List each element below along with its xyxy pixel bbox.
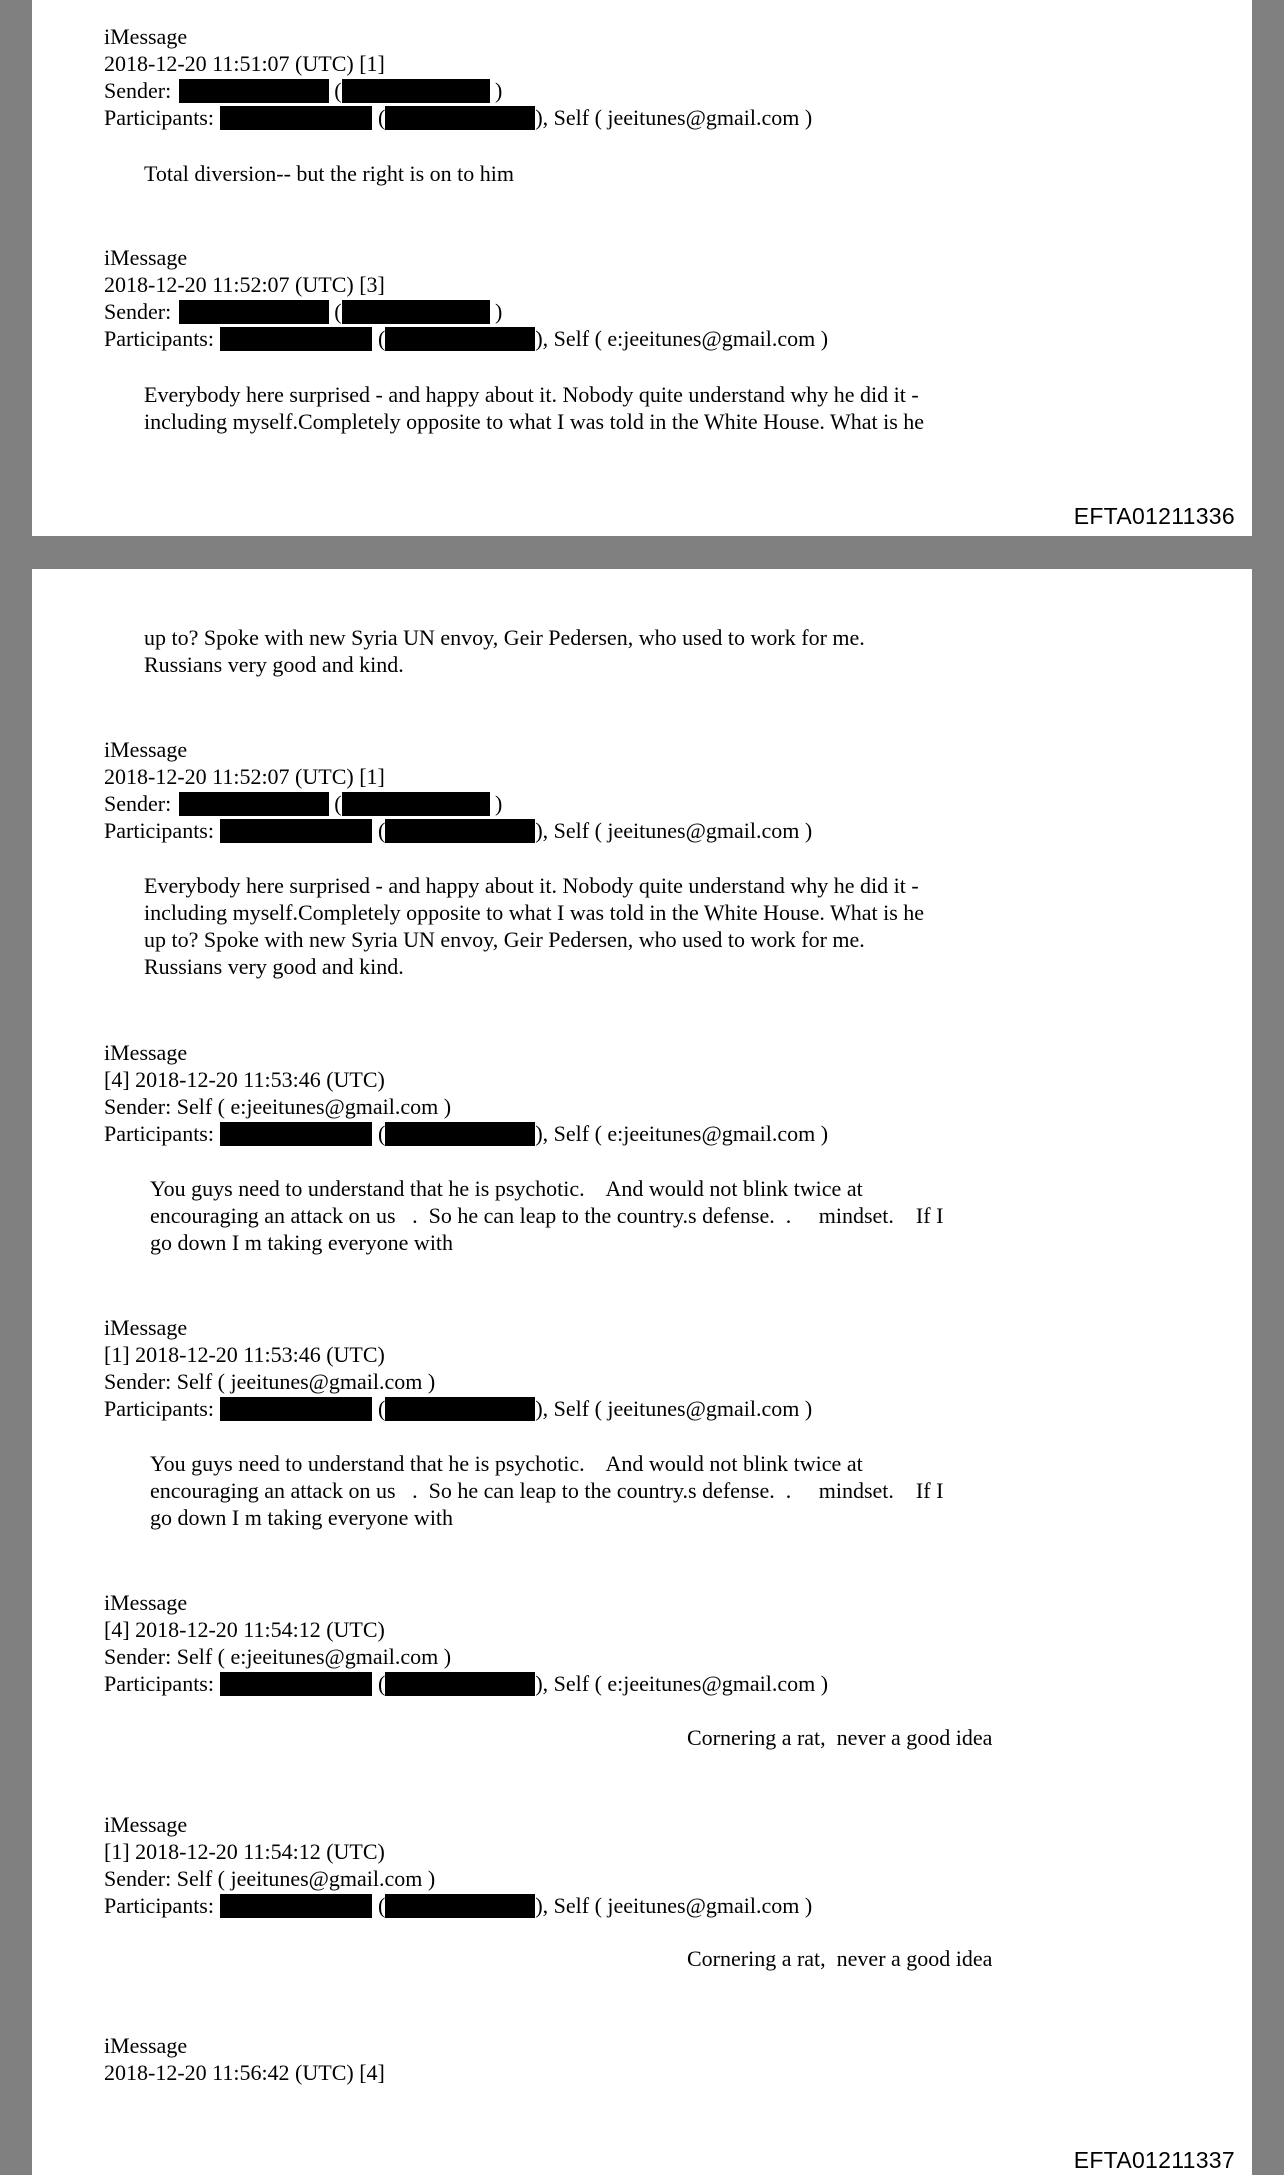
document-page-1 bbox=[32, 0, 1252, 536]
message-sender-line: Sender: Self ( e:jeeitunes@gmail.com ) bbox=[104, 1644, 452, 1669]
message-service: iMessage bbox=[104, 1590, 188, 1615]
message-participants-line: Participants: ( ), Self ( jeeitunes@gmail.com ) bbox=[104, 818, 813, 843]
sender-label: Sender: bbox=[104, 299, 172, 324]
message-service: iMessage bbox=[104, 1315, 188, 1340]
redaction-bar bbox=[385, 106, 535, 130]
message-header: [1] 2018-12-20 11:53:46 (UTC) bbox=[104, 1342, 385, 1367]
redaction-bar bbox=[342, 792, 490, 816]
message-service: iMessage bbox=[104, 245, 188, 270]
redaction-bar bbox=[220, 1672, 372, 1696]
redaction-bar bbox=[220, 819, 372, 843]
message-participants-line: Participants: ( ), Self ( jeeitunes@gmail.com ) bbox=[104, 105, 813, 130]
redaction-bar bbox=[179, 792, 329, 816]
message-sender-line: Sender: Self ( e:jeeitunes@gmail.com ) bbox=[104, 1094, 452, 1119]
message-body: Cornering a rat, never a good idea bbox=[687, 1725, 993, 1750]
message-service: iMessage bbox=[104, 737, 188, 762]
participants-label: Participants: bbox=[104, 105, 214, 130]
message-body: Everybody here surprised - and happy about it. Nobody quite understand why he did it - including myself.Completely opposite to what I was told in the White House. What is he up to? Spoke with new Syria UN envoy, Geir Pedersen, who used to work for me. Russians very good and kind. bbox=[144, 873, 925, 979]
participants-label: Participants: bbox=[104, 1121, 214, 1146]
participants-label: Participants: bbox=[104, 1671, 214, 1696]
message-header: [4] 2018-12-20 11:53:46 (UTC) bbox=[104, 1067, 385, 1092]
redaction-bar bbox=[342, 300, 490, 324]
redaction-bar bbox=[220, 1122, 372, 1146]
message-body: You guys need to understand that he is psychotic. And would not blink twice at encouraging an attack on us . So he can leap to the country.s defense. . mindset. If I go down I m taking everyone with bbox=[150, 1451, 944, 1530]
redaction-bar bbox=[385, 1397, 535, 1421]
redaction-bar bbox=[220, 1397, 372, 1421]
message-header: 2018-12-20 11:51:07 (UTC) [1] bbox=[104, 51, 385, 76]
message-participants-line: Participants: ( ), Self ( e:jeeitunes@gmail.com ) bbox=[104, 326, 829, 351]
message-service: iMessage bbox=[104, 1812, 188, 1837]
participants-suffix: ), Self ( jeeitunes@gmail.com ) bbox=[535, 105, 813, 130]
participants-suffix: ), Self ( e:jeeitunes@gmail.com ) bbox=[535, 326, 829, 351]
redaction-bar bbox=[220, 106, 372, 130]
bates-stamp: EFTA01211336 bbox=[1073, 503, 1235, 529]
redaction-bar bbox=[385, 1122, 535, 1146]
message-body-continuation: up to? Spoke with new Syria UN envoy, Geir Pedersen, who used to work for me. Russians very good and kind. bbox=[144, 625, 865, 677]
participants-label: Participants: bbox=[104, 326, 214, 351]
redaction-bar bbox=[220, 327, 372, 351]
bates-stamp: EFTA01211337 bbox=[1073, 2147, 1235, 2173]
message-header: 2018-12-20 11:52:07 (UTC) [3] bbox=[104, 272, 385, 297]
redaction-bar bbox=[385, 1894, 535, 1918]
participants-suffix: ), Self ( jeeitunes@gmail.com ) bbox=[535, 1893, 813, 1918]
redaction-bar bbox=[342, 79, 490, 103]
message-header: 2018-12-20 11:56:42 (UTC) [4] bbox=[104, 2060, 385, 2085]
participants-suffix: ), Self ( e:jeeitunes@gmail.com ) bbox=[535, 1121, 829, 1146]
redaction-bar bbox=[179, 79, 329, 103]
participants-label: Participants: bbox=[104, 1893, 214, 1918]
message-header: 2018-12-20 11:52:07 (UTC) [1] bbox=[104, 764, 385, 789]
message-participants-line: Participants: ( ), Self ( e:jeeitunes@gmail.com ) bbox=[104, 1121, 829, 1146]
message-participants-line: Participants: ( ), Self ( e:jeeitunes@gmail.com ) bbox=[104, 1671, 829, 1696]
message-sender-line: Sender: Self ( jeeitunes@gmail.com ) bbox=[104, 1369, 436, 1394]
document-page-2 bbox=[32, 569, 1252, 2175]
sender-label: Sender: bbox=[104, 791, 172, 816]
redaction-bar bbox=[385, 327, 535, 351]
participants-label: Participants: bbox=[104, 1396, 214, 1421]
message-body: Everybody here surprised - and happy about it. Nobody quite understand why he did it - including myself.Completely opposite to what I was told in the White House. What is he bbox=[144, 382, 925, 434]
redaction-bar bbox=[220, 1894, 372, 1918]
message-body: Cornering a rat, never a good idea bbox=[687, 1946, 993, 1971]
participants-suffix: ), Self ( e:jeeitunes@gmail.com ) bbox=[535, 1671, 829, 1696]
message-sender-line: Sender: ( ) bbox=[104, 78, 503, 103]
message-service: iMessage bbox=[104, 2033, 188, 2058]
redaction-bar bbox=[179, 300, 329, 324]
message-participants-line: Participants: ( ), Self ( jeeitunes@gmail.com ) bbox=[104, 1893, 813, 1918]
message-header: [4] 2018-12-20 11:54:12 (UTC) bbox=[104, 1617, 385, 1642]
redaction-bar bbox=[385, 1672, 535, 1696]
sender-label: Sender: bbox=[104, 78, 172, 103]
participants-suffix: ), Self ( jeeitunes@gmail.com ) bbox=[535, 1396, 813, 1421]
message-header: [1] 2018-12-20 11:54:12 (UTC) bbox=[104, 1839, 385, 1864]
message-body: Total diversion-- but the right is on to him bbox=[144, 161, 514, 186]
message-sender-line: Sender: ( ) bbox=[104, 299, 503, 324]
participants-label: Participants: bbox=[104, 818, 214, 843]
message-participants-line: Participants: ( ), Self ( jeeitunes@gmail.com ) bbox=[104, 1396, 813, 1421]
message-service: iMessage bbox=[104, 1040, 188, 1065]
message-service: iMessage bbox=[104, 24, 188, 49]
redaction-bar bbox=[385, 819, 535, 843]
message-body: You guys need to understand that he is psychotic. And would not blink twice at encouraging an attack on us . So he can leap to the country.s defense. . mindset. If I go down I m taking everyone with bbox=[150, 1176, 944, 1255]
participants-suffix: ), Self ( jeeitunes@gmail.com ) bbox=[535, 818, 813, 843]
message-sender-line: Sender: ( ) bbox=[104, 791, 503, 816]
message-sender-line: Sender: Self ( jeeitunes@gmail.com ) bbox=[104, 1866, 436, 1891]
